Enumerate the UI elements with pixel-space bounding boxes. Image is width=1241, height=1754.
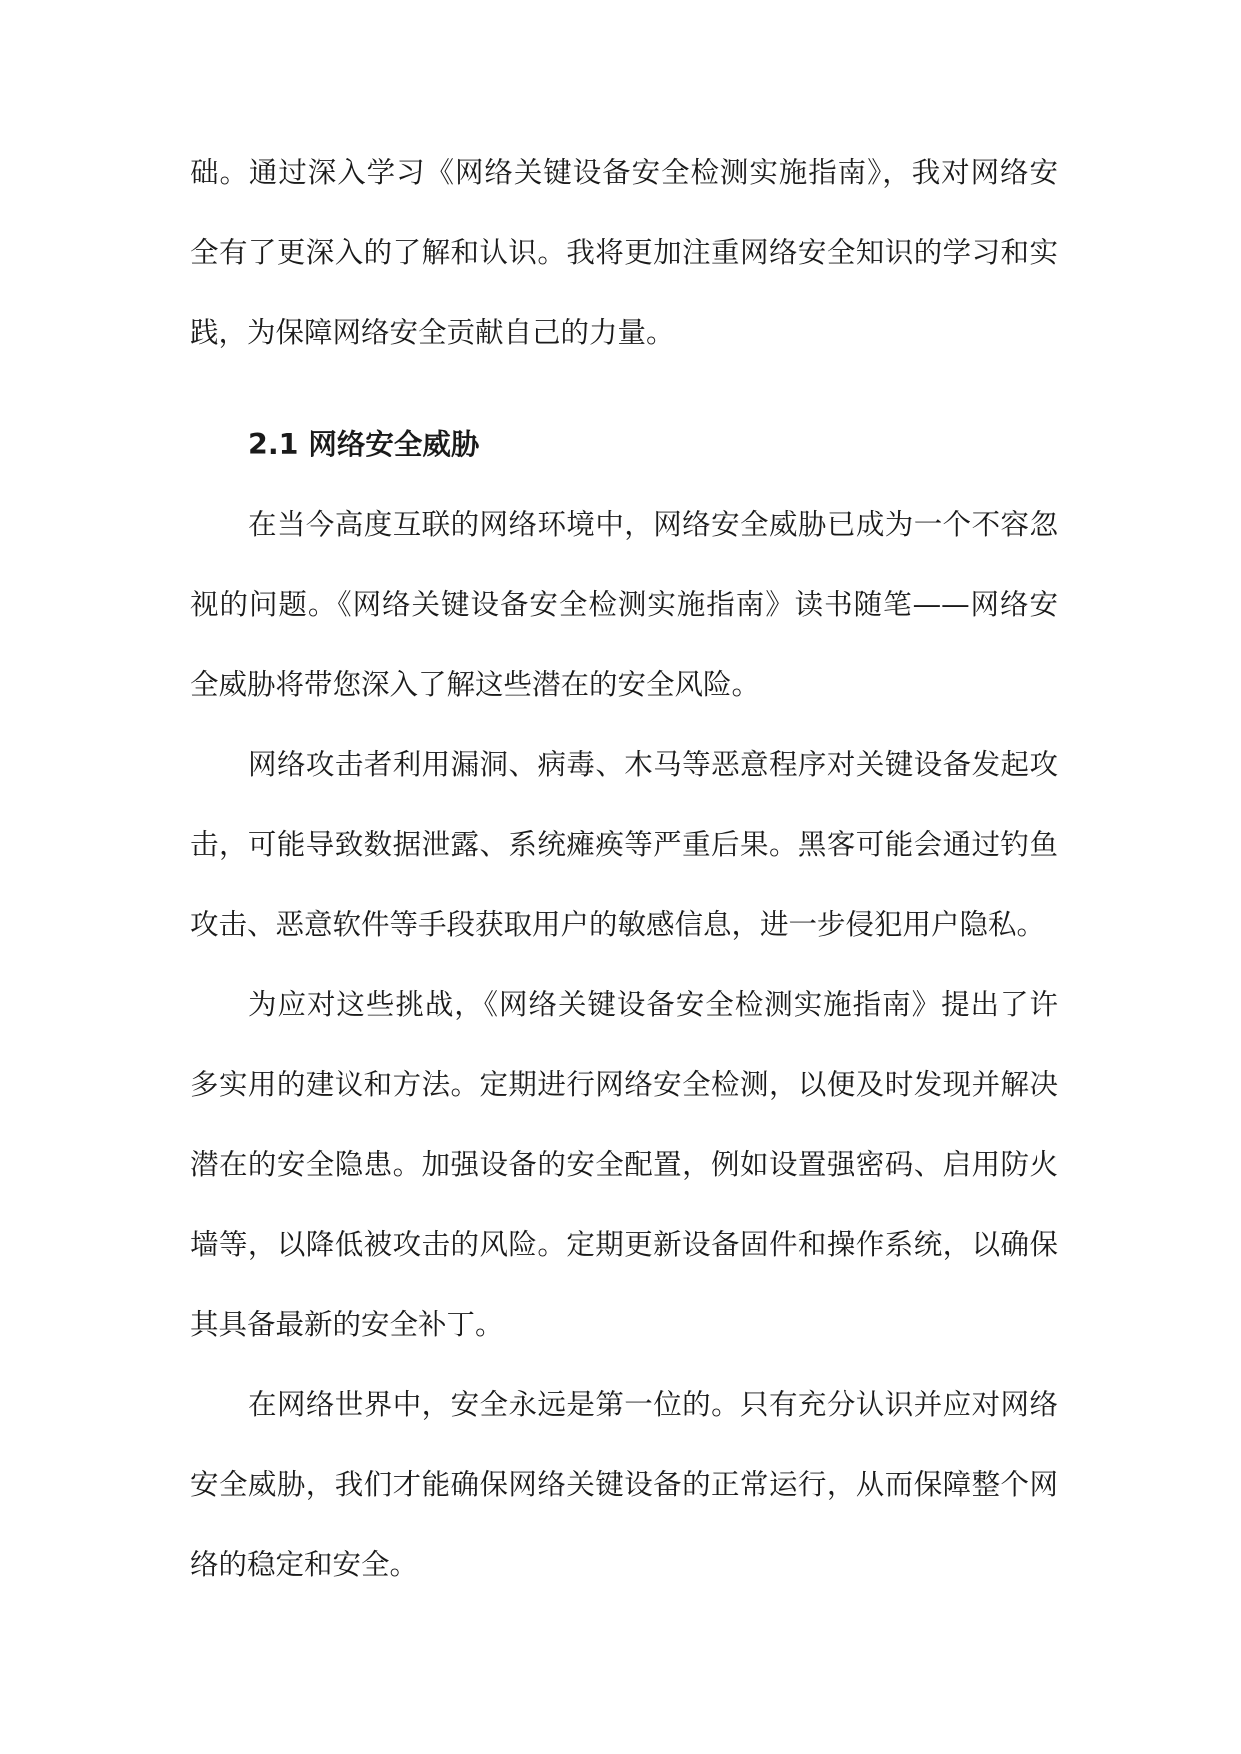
paragraph-line: 多实用的建议和方法。定期进行网络安全检测，以便及时发现并解决 <box>190 1068 1058 1101</box>
paragraph-line: 网络攻击者利用漏洞、病毒、木马等恶意程序对关键设备发起攻 <box>248 748 1058 781</box>
paragraph-line: 络的稳定和安全。 <box>190 1548 419 1581</box>
section-heading: 2.1 网络安全威胁 <box>248 428 480 461</box>
paragraph-line: 践，为保障网络安全贡献自己的力量。 <box>190 316 675 349</box>
paragraph-line: 全威胁将带您深入了解这些潜在的安全风险。 <box>190 668 761 701</box>
paragraph-line: 在当今高度互联的网络环境中，网络安全威胁已成为一个不容忽 <box>248 508 1058 541</box>
paragraph <box>190 965 1058 1365</box>
paragraph-line: 击，可能导致数据泄露、系统瘫痪等严重后果。黑客可能会通过钓鱼 <box>190 828 1058 861</box>
paragraph-line: 潜在的安全隐患。加强设备的安全配置，例如设置强密码、启用防火 <box>190 1148 1058 1181</box>
paragraph <box>190 725 1058 965</box>
paragraph-line: 础。通过深入学习《网络关键设备安全检测实施指南》，我对网络安 <box>190 156 1058 189</box>
paragraph-line: 安全威胁，我们才能确保网络关键设备的正常运行，从而保障整个网 <box>190 1468 1058 1501</box>
paragraph <box>190 1365 1058 1605</box>
paragraph-continuation <box>190 133 1058 373</box>
paragraph <box>190 485 1058 725</box>
paragraph-line: 视的问题。《网络关键设备安全检测实施指南》读书随笔——网络安 <box>190 588 1058 621</box>
paragraph-line: 攻击、恶意软件等手段获取用户的敏感信息，进一步侵犯用户隐私。 <box>190 908 1046 941</box>
paragraph-line: 在网络世界中，安全永远是第一位的。只有充分认识并应对网络 <box>248 1388 1058 1421</box>
paragraph-line: 为应对这些挑战，《网络关键设备安全检测实施指南》提出了许 <box>248 988 1058 1021</box>
paragraph-line: 墙等，以降低被攻击的风险。定期更新设备固件和操作系统，以确保 <box>190 1228 1058 1261</box>
paragraph-line: 其具备最新的安全补丁。 <box>190 1308 504 1341</box>
paragraph-line: 全有了更深入的了解和认识。我将更加注重网络安全知识的学习和实 <box>190 236 1058 269</box>
document-body <box>190 133 1058 1605</box>
